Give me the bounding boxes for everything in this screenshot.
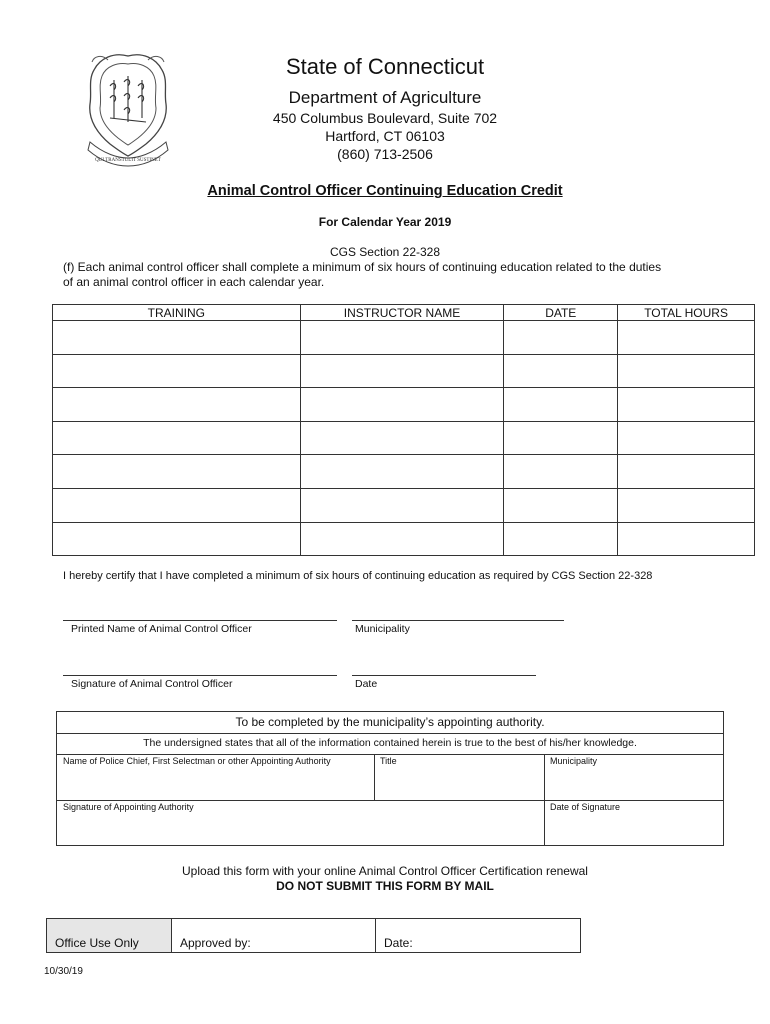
column-header-instructor: INSTRUCTOR NAME — [300, 305, 504, 321]
instructor-cell[interactable] — [300, 488, 504, 522]
column-header-total-hours: TOTAL HOURS — [618, 305, 755, 321]
statute-reference: CGS Section 22-328 — [329, 245, 441, 259]
hours-cell[interactable] — [618, 421, 755, 455]
approved-by-field[interactable]: Approved by: — [172, 919, 376, 953]
phone-number: (860) 713-2506 — [337, 146, 433, 162]
table-row — [53, 522, 755, 556]
authority-name-field[interactable]: Name of Police Chief, First Selectman or other Appointing Authority — [63, 756, 331, 766]
address-line-1: 450 Columbus Boulevard, Suite 702 — [272, 110, 498, 126]
date-cell[interactable] — [504, 354, 618, 388]
hours-cell[interactable] — [618, 455, 755, 489]
authority-divider — [374, 754, 375, 800]
instructor-cell[interactable] — [300, 388, 504, 422]
hours-cell[interactable] — [618, 354, 755, 388]
form-title: Animal Control Officer Continuing Education Credit — [207, 183, 563, 199]
date-cell[interactable] — [504, 455, 618, 489]
column-header-training: TRAINING — [53, 305, 301, 321]
signature-label: Signature of Animal Control Officer — [71, 678, 233, 690]
instructor-cell[interactable] — [300, 421, 504, 455]
table-row — [53, 488, 755, 522]
column-header-date: DATE — [504, 305, 618, 321]
authority-municipality-field[interactable]: Municipality — [550, 756, 598, 766]
date-cell[interactable] — [504, 388, 618, 422]
table-row — [53, 388, 755, 422]
state-title: State of Connecticut — [285, 54, 485, 79]
instructor-cell[interactable] — [300, 522, 504, 556]
training-cell[interactable] — [53, 488, 301, 522]
hours-cell[interactable] — [618, 388, 755, 422]
date-cell[interactable] — [504, 321, 618, 355]
table-row — [53, 421, 755, 455]
training-cell[interactable] — [53, 321, 301, 355]
instructor-cell[interactable] — [300, 455, 504, 489]
training-cell[interactable] — [53, 522, 301, 556]
date-cell[interactable] — [504, 488, 618, 522]
statute-paragraph — [63, 260, 713, 290]
date-line[interactable] — [352, 675, 536, 676]
upload-instruction: Upload this form with your online Animal Control Officer Certification renewal — [182, 864, 588, 878]
paragraph-line-2: of an animal control officer in each calendar year. — [63, 275, 325, 289]
table-row — [53, 354, 755, 388]
signature-line[interactable] — [63, 675, 337, 676]
hours-cell[interactable] — [618, 522, 755, 556]
training-cell[interactable] — [53, 421, 301, 455]
authority-signature-field[interactable]: Signature of Appointing Authority — [63, 802, 194, 812]
certification-statement: I hereby certify that I have completed a minimum of six hours of continuing education as required by CGS Section 22-328 — [63, 570, 653, 582]
office-date-field[interactable]: Date: — [376, 919, 581, 953]
revision-date: 10/30/19 — [44, 966, 83, 977]
date-cell[interactable] — [504, 421, 618, 455]
training-log-table — [52, 304, 755, 556]
authority-date-field[interactable]: Date of Signature — [550, 802, 621, 812]
department-name: Department of Agriculture — [288, 88, 482, 107]
connecticut-seal-logo — [84, 50, 172, 168]
seal-motto: QUI TRANSTULIT SUSTINET — [95, 158, 161, 163]
authority-title-field[interactable]: Title — [380, 756, 397, 766]
paragraph-line-1: (f) Each animal control officer shall complete a minimum of six hours of continuing education related to the duties — [63, 260, 662, 274]
hours-cell[interactable] — [618, 321, 755, 355]
date-cell[interactable] — [504, 522, 618, 556]
instructor-cell[interactable] — [300, 354, 504, 388]
instructor-cell[interactable] — [300, 321, 504, 355]
date-label: Date — [355, 678, 378, 690]
training-cell[interactable] — [53, 388, 301, 422]
municipality-line[interactable] — [352, 620, 564, 621]
municipality-label: Municipality — [355, 623, 410, 635]
training-cell[interactable] — [53, 455, 301, 489]
table-row — [53, 321, 755, 355]
authority-divider — [544, 754, 545, 846]
office-use-table — [46, 918, 581, 953]
hours-cell[interactable] — [618, 488, 755, 522]
printed-name-label: Printed Name of Animal Control Officer — [71, 623, 252, 635]
appointing-authority-box — [56, 711, 724, 846]
no-mail-warning: DO NOT SUBMIT THIS FORM BY MAIL — [276, 879, 494, 893]
address-line-2: Hartford, CT 06103 — [325, 128, 445, 144]
office-use-label: Office Use Only — [47, 919, 172, 953]
table-row — [53, 455, 755, 489]
authority-statement: The undersigned states that all of the information contained herein is true to the best of his/her knowledge. — [57, 733, 723, 755]
authority-divider — [57, 800, 723, 801]
authority-heading: To be completed by the municipality’s appointing authority. — [57, 712, 723, 734]
training-cell[interactable] — [53, 354, 301, 388]
printed-name-line[interactable] — [63, 620, 337, 621]
form-subtitle: For Calendar Year 2019 — [318, 215, 452, 229]
